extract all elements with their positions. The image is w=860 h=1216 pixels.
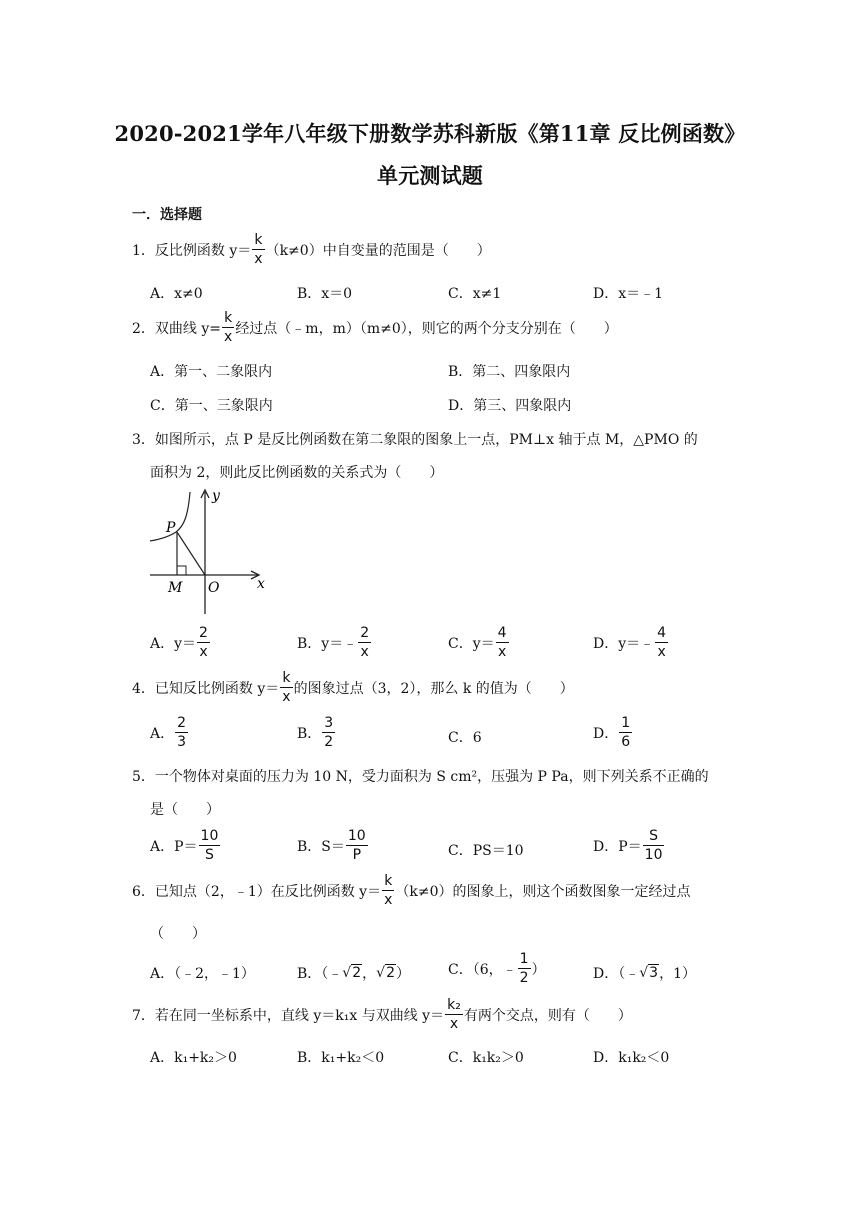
fraction [222, 311, 234, 344]
option-d[interactable] [593, 716, 633, 749]
question-3-line2: 面积为 2，则此反比例函数的关系式为（ ） [150, 465, 444, 481]
fraction-denominator: 2 [324, 734, 334, 750]
question-stem: 已知点（2，﹣1）在反比例函数 y＝ [154, 883, 382, 900]
option-b[interactable] [297, 716, 336, 749]
fraction-denominator: x [282, 689, 291, 705]
question-stem: 一个物体对桌面的压力为 10 N，受力面积为 S cm²，压强为 P Pa，则下列关系不正确的 [154, 769, 709, 785]
option-label: C．（6，﹣ [448, 961, 517, 978]
fraction-denominator: 10 [644, 847, 663, 863]
fraction [358, 626, 371, 659]
option-d[interactable]: D．k₁k₂＜0 [593, 1050, 670, 1066]
question-stem: 如图所示，点 P 是反比例函数在第二象限的图象上一点，PM⊥x 轴于点 M，△PMO 的 [154, 432, 698, 448]
sign: ﹣ [343, 635, 358, 652]
option-label: B．y＝ [297, 635, 344, 652]
fraction [643, 829, 665, 862]
question-number: 7． [132, 1007, 155, 1024]
fraction-denominator: 2 [519, 970, 529, 986]
option-d[interactable] [593, 626, 669, 659]
option-label: C．PS＝10 [448, 843, 524, 859]
page-title: 2020-2021学年八年级下册数学苏科新版《第11章 反比例函数》 [114, 121, 746, 146]
fraction [518, 952, 531, 985]
fraction-numerator: k₂ [447, 997, 461, 1013]
option-label: A．y＝ [150, 635, 197, 652]
option-d[interactable]: D．x＝﹣1 [593, 286, 664, 302]
fraction-numerator: 10 [200, 828, 219, 844]
question-number: 1． [132, 242, 155, 259]
fraction-numerator: k [282, 670, 291, 686]
option-rest: ，1） [659, 966, 696, 982]
fraction [445, 998, 463, 1031]
option-c[interactable]: C．第一、三象限内 [150, 398, 273, 414]
fraction-denominator: 3 [177, 734, 187, 750]
fraction-denominator: x [358, 642, 371, 659]
fraction-numerator: 1 [621, 715, 631, 731]
label-m: M [168, 580, 183, 596]
page-subtitle: 单元测试题 [377, 163, 483, 188]
fraction-denominator: x [254, 251, 263, 267]
option-label: D．P＝ [593, 838, 642, 855]
option-a[interactable] [150, 626, 211, 659]
option-d[interactable] [593, 963, 696, 983]
fraction [280, 671, 292, 704]
fraction [382, 874, 394, 907]
fraction-denominator: x [445, 1014, 463, 1031]
question-number: 4． [132, 680, 155, 697]
option-c[interactable]: C．k₁k₂＞0 [448, 1050, 524, 1066]
fraction-numerator: S [649, 828, 659, 844]
option-label: B． [297, 725, 322, 742]
option-a[interactable]: A．x≠0 [150, 286, 203, 302]
question-2 [132, 311, 618, 344]
fraction [496, 626, 509, 659]
fraction-numerator: 10 [347, 828, 366, 844]
option-c[interactable] [448, 840, 524, 860]
question-stem: 已知反比例函数 y＝ [154, 680, 280, 697]
fraction-numerator: 2 [360, 625, 370, 641]
option-a[interactable] [150, 716, 189, 749]
option-label: B．S＝ [297, 838, 345, 855]
square-root: √2 [342, 965, 362, 981]
label-o: O [208, 580, 220, 596]
option-d[interactable] [593, 829, 665, 862]
fraction-numerator: k [384, 873, 393, 889]
fraction-denominator: x [496, 642, 509, 659]
fraction [619, 716, 632, 749]
segment-po [177, 532, 205, 575]
question-stem: 反比例函数 y＝ [154, 242, 252, 259]
fraction [199, 829, 221, 862]
option-c[interactable] [448, 727, 482, 747]
option-b[interactable]: B．k₁+k₂＜0 [297, 1050, 385, 1066]
fraction-numerator: 2 [199, 625, 208, 641]
question-stem: 若在同一坐标系中，直线 y＝k₁x 与双曲线 y＝ [154, 1007, 445, 1024]
fraction-numerator: 3 [324, 715, 334, 731]
option-label: D．（﹣ [593, 966, 640, 982]
fraction [346, 829, 368, 862]
question-number: 6． [132, 883, 155, 900]
option-label: A．（﹣2，﹣1） [150, 966, 255, 982]
section-heading: 一．选择题 [132, 207, 202, 223]
option-label: A． [150, 725, 175, 742]
radicand: 2 [352, 965, 362, 981]
fraction [197, 626, 210, 659]
close-paren: ） [531, 961, 546, 978]
option-label: C．y＝ [448, 635, 495, 652]
option-b[interactable] [297, 829, 369, 862]
fraction-denominator: x [384, 892, 393, 908]
question-stem-rest: 有两个交点，则有（ ） [463, 1007, 632, 1024]
question-number: 5． [132, 769, 155, 785]
option-b[interactable]: B．第二、四象限内 [448, 364, 571, 380]
option-label: B．（﹣ [297, 966, 343, 982]
option-a[interactable] [150, 829, 221, 862]
question-number: 3． [132, 432, 155, 448]
question-stem-rest: 的图象过点（3，2），那么 k 的值为（ ） [293, 680, 574, 697]
option-b[interactable]: B．x＝0 [297, 286, 353, 302]
fraction-numerator: 4 [657, 625, 667, 641]
option-a[interactable] [150, 963, 255, 983]
option-b[interactable] [297, 963, 410, 983]
question-stem-rest: 经过点（﹣m，m）（m≠0），则它的两个分支分别在（ ） [235, 320, 618, 337]
question-stem-rest: （k≠0）中自变量的范围是（ ） [265, 242, 491, 259]
radicand: 3 [649, 965, 659, 981]
question-3 [132, 429, 698, 449]
fraction-denominator: x [197, 642, 210, 659]
question-4 [132, 671, 574, 704]
fraction-numerator: 4 [497, 625, 507, 641]
fraction-denominator: S [199, 845, 221, 862]
fraction-denominator: 6 [621, 734, 631, 750]
option-c[interactable]: C．x≠1 [448, 286, 502, 302]
fraction-denominator: x [224, 329, 233, 345]
question-5-line2: 是（ ） [150, 802, 220, 818]
fraction-numerator: k [224, 310, 233, 326]
option-a[interactable]: A．第一、二象限内 [150, 364, 273, 380]
question-stem: 双曲线 y= [154, 320, 222, 337]
right-angle-mark [177, 566, 186, 575]
fraction-denominator: x [655, 642, 668, 659]
question-3-figure [146, 486, 276, 616]
fraction [252, 233, 264, 266]
label-y: y [212, 488, 220, 504]
fraction-numerator: k [254, 232, 263, 248]
square-root: √3 [639, 965, 659, 981]
option-d[interactable]: D．第三、四象限内 [448, 398, 572, 414]
option-c[interactable] [448, 952, 546, 985]
fraction-denominator: P [346, 845, 368, 862]
separator: ， [362, 966, 377, 982]
question-5 [132, 766, 709, 786]
question-7 [132, 998, 632, 1031]
close-paren: ） [395, 966, 410, 982]
fraction [175, 716, 188, 749]
fraction [655, 626, 668, 659]
option-label: D．y＝ [593, 635, 641, 652]
question-stem-rest: （k≠0）的图象上，则这个函数图象一定经过点 [395, 883, 691, 900]
square-root: √2 [376, 965, 395, 981]
question-6-line2: （ ） [150, 926, 206, 942]
fraction [322, 716, 335, 749]
sign: ﹣ [640, 635, 655, 652]
label-p: P [166, 520, 176, 536]
option-b[interactable] [297, 626, 372, 659]
question-1 [132, 233, 491, 266]
fraction-numerator: 1 [519, 951, 529, 967]
radicand: 2 [386, 965, 395, 981]
option-label: C．6 [448, 730, 482, 746]
option-label: A．P＝ [150, 838, 198, 855]
label-x: x [257, 576, 265, 592]
question-number: 2． [132, 320, 155, 337]
option-label: D． [593, 725, 619, 742]
question-6 [132, 874, 691, 907]
option-c[interactable] [448, 626, 510, 659]
fraction-numerator: 2 [177, 715, 187, 731]
option-a[interactable]: A．k₁+k₂＞0 [150, 1050, 237, 1066]
